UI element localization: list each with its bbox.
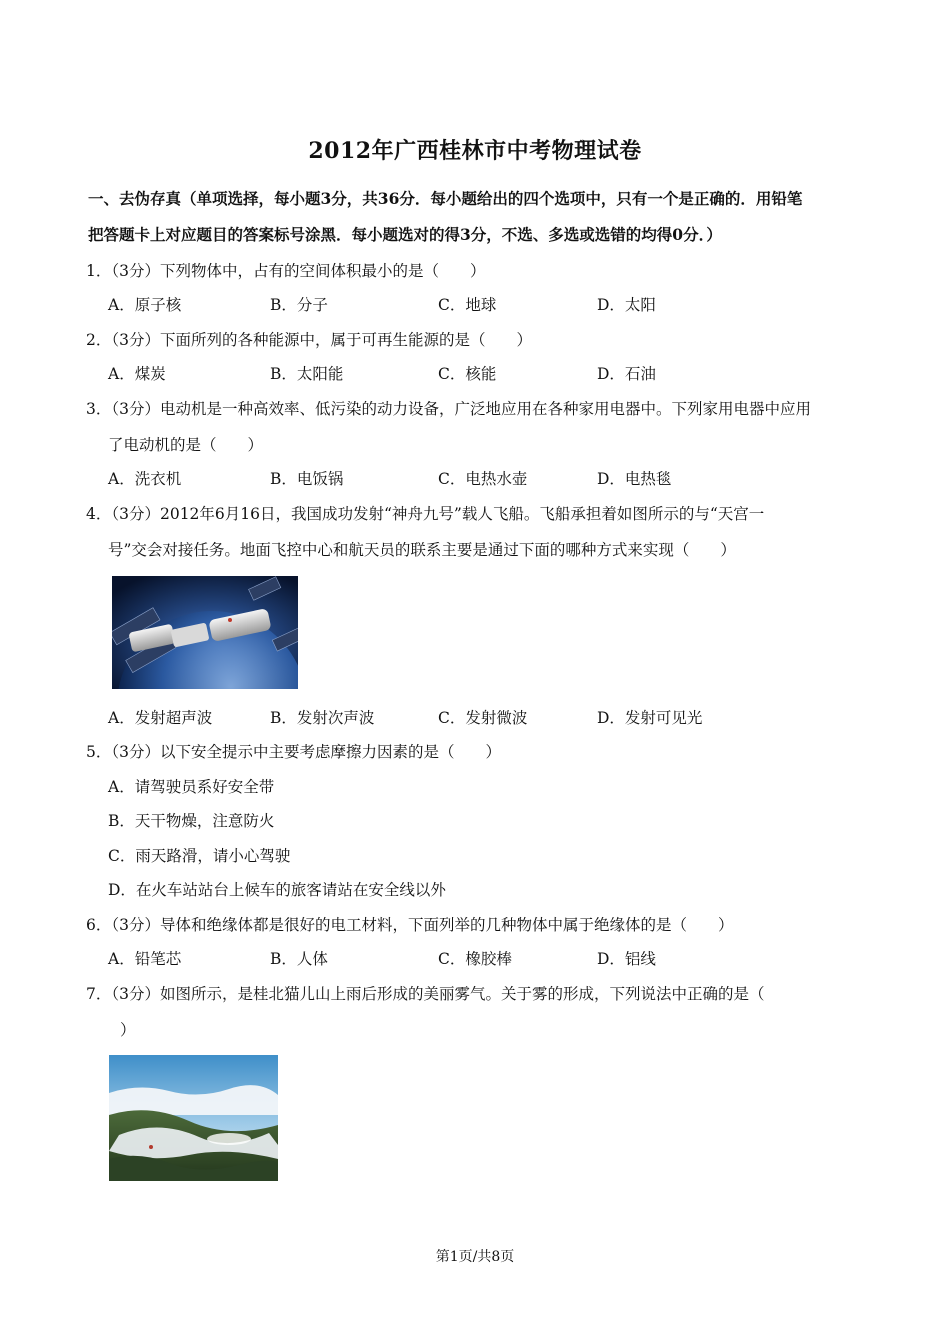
- section-instructions: [88, 181, 868, 253]
- question-4-option-c: C．发射微波: [438, 709, 528, 727]
- question-4-option-a: A．发射超声波: [108, 709, 213, 727]
- question-3-option-c: C．电热水壶: [438, 470, 528, 488]
- question-6-option-c: C．橡胶棒: [438, 950, 512, 968]
- question-3-stem-cont: 了电动机的是（ ）: [108, 436, 264, 454]
- question-1-option-d: D．太阳: [597, 296, 656, 314]
- question-3-option-d: D．电热毯: [597, 470, 672, 488]
- question-6-option-b: B．人体: [270, 950, 328, 968]
- question-2-option-b: B．太阳能: [270, 365, 344, 383]
- section-instructions-line-2: 把答题卡上对应题目的答案标号涂黑．每小题选对的得3分，不选、多选或选错的均得0分．）: [88, 225, 722, 244]
- question-1-option-b: B．分子: [270, 296, 328, 314]
- question-4-stem-cont: 号”交会对接任务。地面飞控中心和航天员的联系主要是通过下面的哪种方式来实现（ ）: [108, 541, 736, 559]
- question-7-stem: 7．（3分）如图所示，是桂北猫儿山上雨后形成的美丽雾气。关于雾的形成，下列说法中正确的是（: [86, 985, 765, 1003]
- question-1-option-a: A．原子核: [108, 296, 182, 314]
- question-2-option-c: C．核能: [438, 365, 497, 383]
- question-3-option-a: A．洗衣机: [108, 470, 182, 488]
- question-5-option-d: D．在火车站站台上候车的旅客请站在安全线以外: [108, 881, 446, 899]
- question-5-option-a: A．请驾驶员系好安全带: [108, 778, 275, 796]
- question-2-option-a: A．煤炭: [108, 365, 166, 383]
- question-3-option-b: B．电饭锅: [270, 470, 344, 488]
- section-instructions-line-1: 一、去伪存真（单项选择，每小题3分，共36分．每小题给出的四个选项中，只有一个是正确的．用铅笔: [88, 189, 803, 208]
- question-5-option-b: B．天干物燥，注意防火: [108, 812, 275, 830]
- question-2-option-d: D．石油: [597, 365, 656, 383]
- question-5-stem: 5．（3分）以下安全提示中主要考虑摩擦力因素的是（ ）: [86, 743, 501, 761]
- mountain-fog-figure: [109, 1055, 278, 1181]
- question-3-stem: 3．（3分）电动机是一种高效率、低污染的动力设备，广泛地应用在各种家用电器中。下列家用电器中应用: [86, 400, 811, 418]
- question-2-stem: 2．（3分）下面所列的各种能源中，属于可再生能源的是（ ）: [86, 331, 532, 349]
- question-6-option-a: A．铅笔芯: [108, 950, 182, 968]
- question-1-stem: 1．（3分）下列物体中，占有的空间体积最小的是（ ）: [86, 262, 486, 280]
- spacecraft-docking-figure: [112, 576, 298, 689]
- question-6-stem: 6．（3分）导体和绝缘体都是很好的电工材料，下面列举的几种物体中属于绝缘体的是（ ）: [86, 916, 734, 934]
- page-title: 2012年广西桂林市中考物理试卷: [308, 138, 642, 164]
- question-4-option-d: D．发射可见光: [597, 709, 703, 727]
- question-1-option-c: C．地球: [438, 296, 497, 314]
- question-4-option-b: B．发射次声波: [270, 709, 375, 727]
- question-7-stem-cont: ）: [120, 1021, 136, 1039]
- question-4-stem: 4．（3分）2012年6月16日，我国成功发射“神舟九号”载人飞船。飞船承担着如图所示的与“天宫一: [86, 505, 765, 523]
- question-6-option-d: D．铝线: [597, 950, 656, 968]
- page-footer: 第1页/共8页: [435, 1249, 515, 1265]
- question-5-option-c: C．雨天路滑，请小心驾驶: [108, 847, 291, 865]
